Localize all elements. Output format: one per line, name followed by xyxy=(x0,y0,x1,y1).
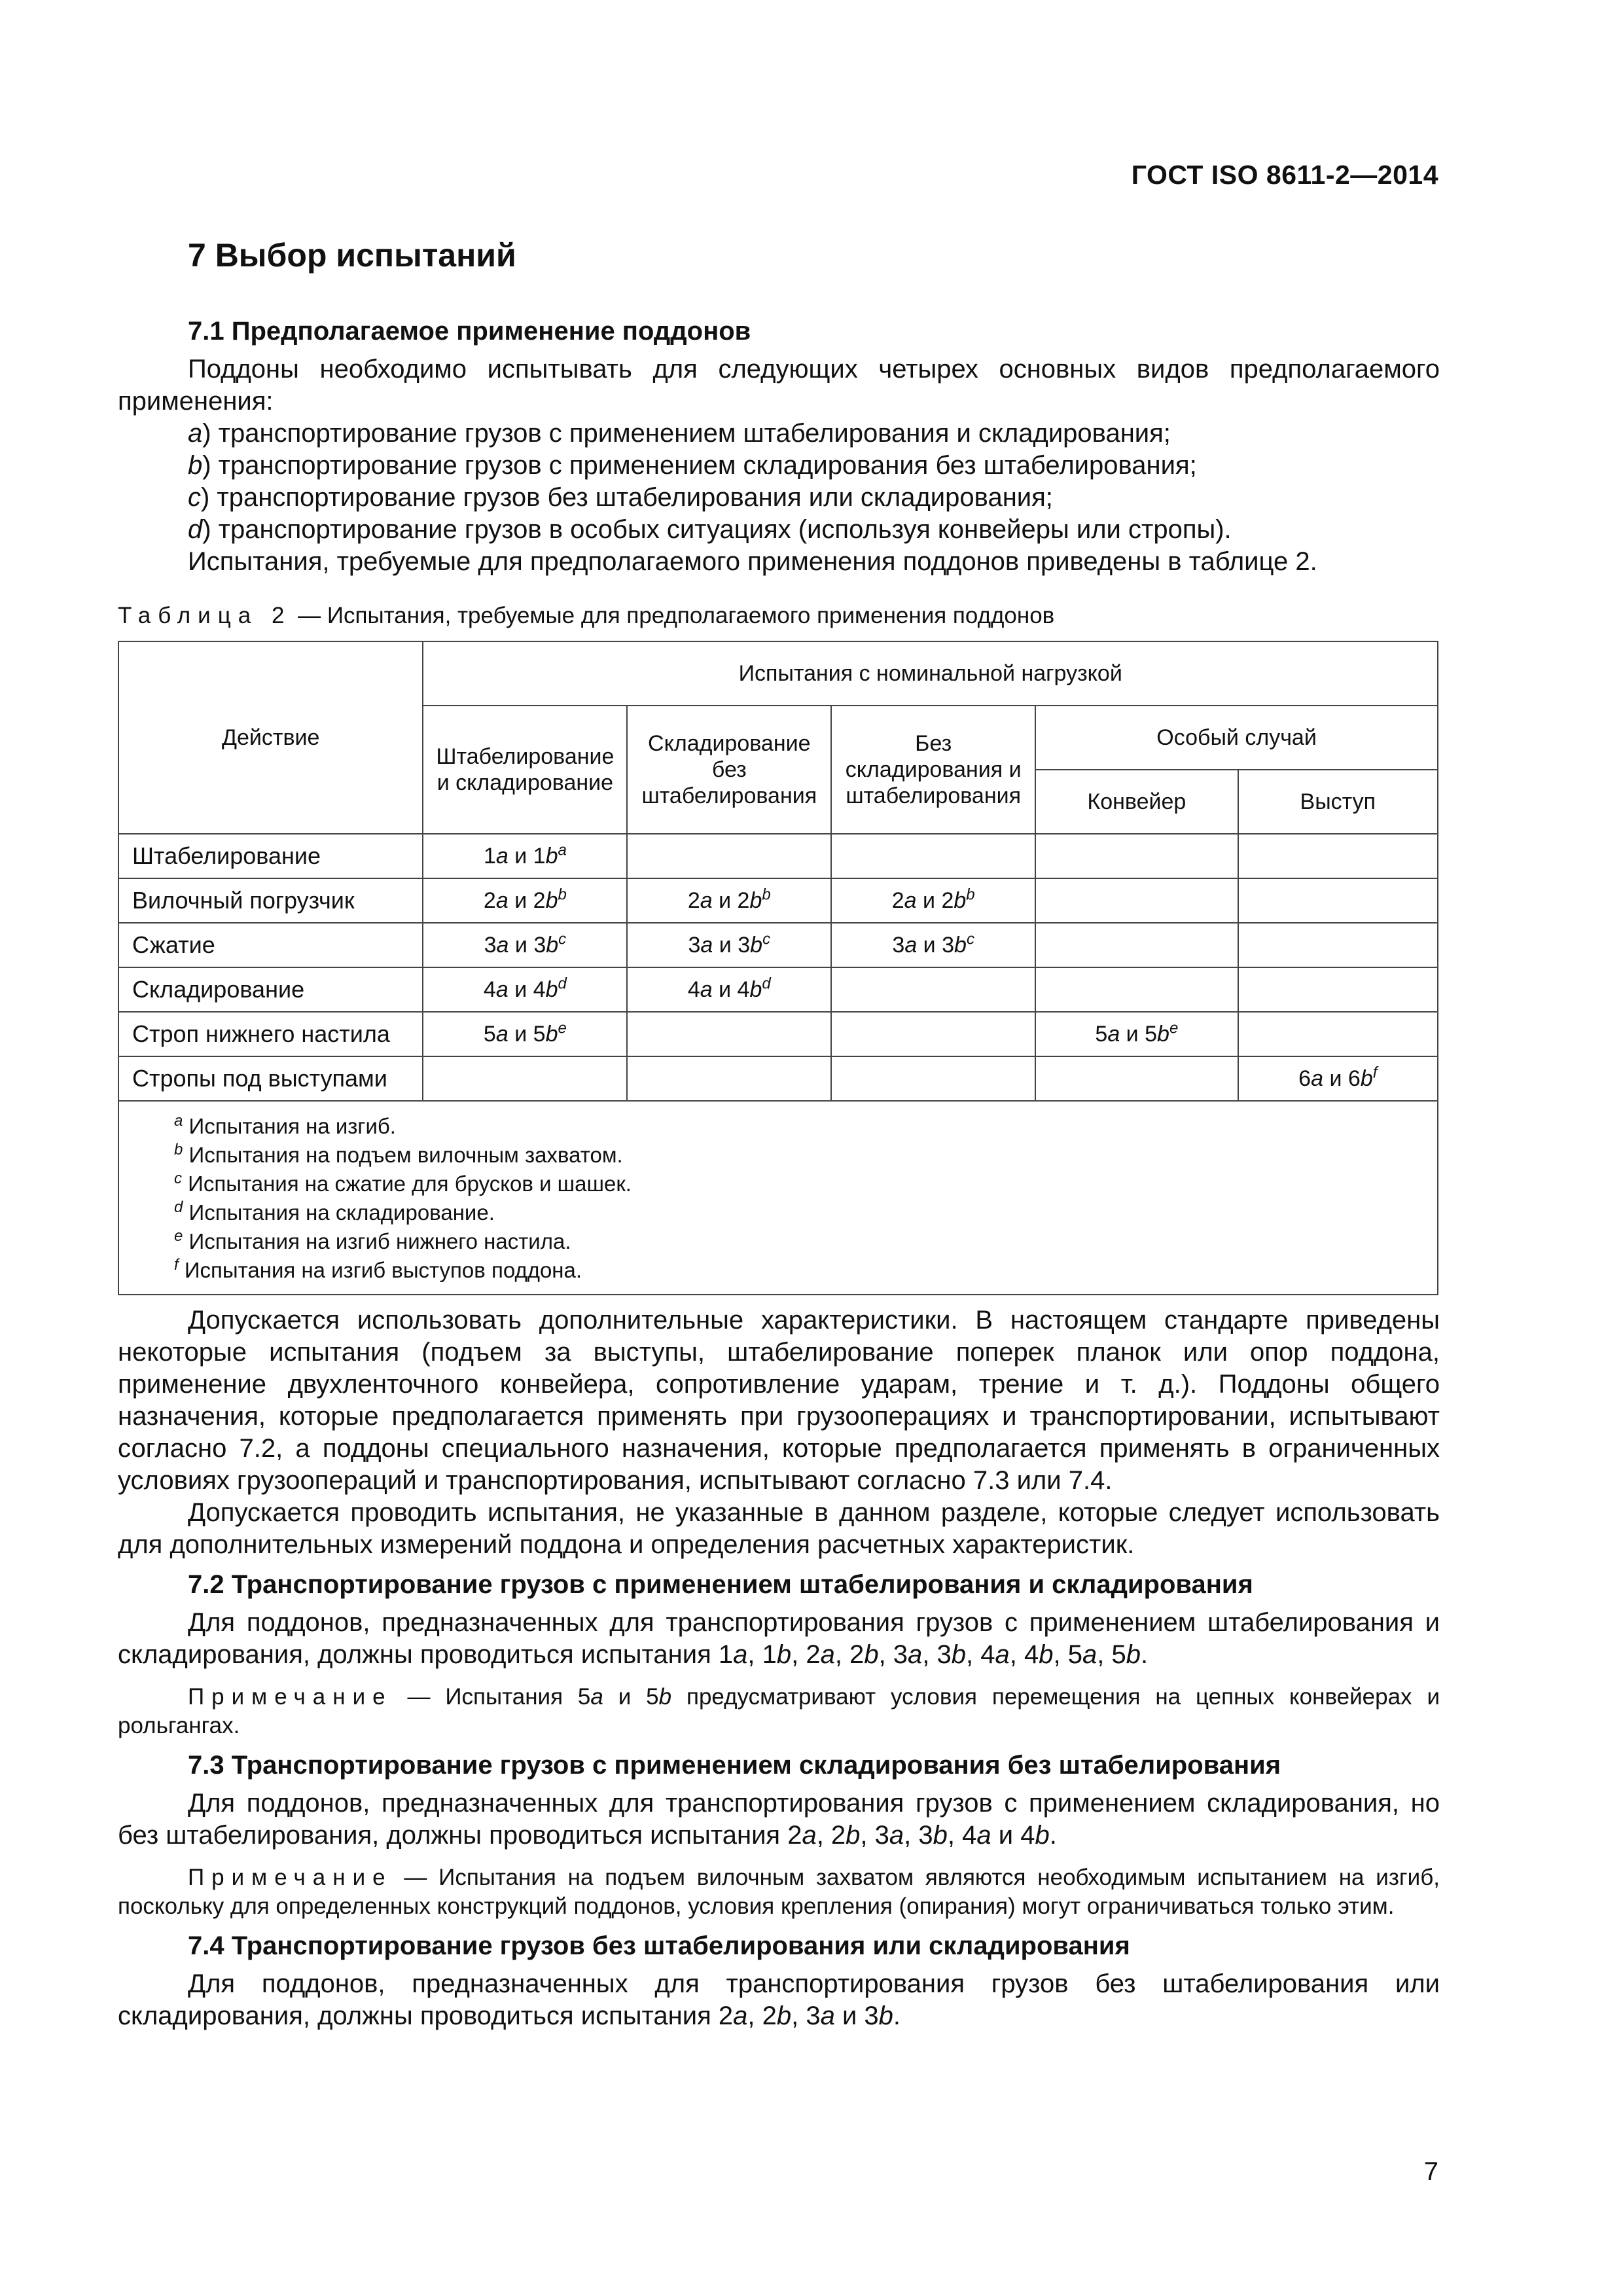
footnote: $^c$ Испытания на сжатие для брусков и шашек. xyxy=(174,1170,632,1196)
header-storage-no-stacking: Складирование без штабелирования xyxy=(627,706,831,834)
table-row xyxy=(118,923,1438,967)
section-7-2-text-main: Для поддонов, предназначенных для транспортирования грузов с применением штабелирования и складирования, должны проводиться испытания xyxy=(118,1608,1440,1669)
table-cell: 2a и $2b^b$ xyxy=(627,878,831,923)
table-cell: 2a и $2b^b$ xyxy=(423,878,627,923)
table-cell xyxy=(1035,923,1238,967)
table-cell: 3a и $3b^c$ xyxy=(423,923,627,967)
application-list-item: b) транспортирование грузов с применением складирования без штабелирования; xyxy=(188,451,1197,480)
table-cell: 3a и $3b^c$ xyxy=(831,923,1035,967)
section-7-2-tests: 1a, 1b, 2a, 2b, 3a, 3b, 4a, 4b, 5a, 5b. xyxy=(718,1640,1149,1669)
header-special-case: Особый случай xyxy=(1035,706,1438,770)
table-cell: 3a и $3b^c$ xyxy=(627,923,831,967)
table-row xyxy=(118,878,1438,923)
table-footnotes xyxy=(118,1101,1438,1295)
section-7-3-tests: 2a, 2b, 3a, 3b, 4a и 4b. xyxy=(787,1821,1057,1850)
table-cell xyxy=(831,1012,1035,1056)
header-stacking-storage: Штабелирование и складирование xyxy=(423,706,627,834)
table-cell xyxy=(423,1056,627,1101)
table-cell: 2a и $2b^b$ xyxy=(831,878,1035,923)
section-7-2-note xyxy=(118,1683,1440,1740)
section-7-4-text xyxy=(118,1968,1440,2032)
section-7-4-title: 7.4 Транспортирование грузов без штабелирования или складирования xyxy=(188,1931,1130,1960)
table-cell: 1a и $1b^a$ xyxy=(423,834,627,878)
table-row xyxy=(118,967,1438,1012)
table-body xyxy=(118,834,1438,1101)
table-cell: 5a и $5b^e$ xyxy=(1035,1012,1238,1056)
table-cell: 6a и $6b^f$ xyxy=(1238,1056,1438,1101)
row-action: Складирование xyxy=(118,967,423,1012)
table-cell xyxy=(627,1012,831,1056)
table-cell xyxy=(831,1056,1035,1101)
section-7-3-note-text: — Испытания на подъем вилочным захватом являются необходимым испытанием на изгиб, поскольку для определенных конструкций поддонов, условия крепления (опирания) могут ограничиваться только этим. xyxy=(118,1865,1440,1919)
document-id: ГОСТ ISO 8611-2—2014 xyxy=(1131,160,1438,190)
table-cell: 4a и $4b^d$ xyxy=(627,967,831,1012)
application-list xyxy=(118,418,1440,546)
row-action: Вилочный погрузчик xyxy=(118,878,423,923)
table-caption xyxy=(118,601,1440,630)
table-cell: 5a и $5b^e$ xyxy=(423,1012,627,1056)
table-row xyxy=(118,1056,1438,1101)
section-7-3-text xyxy=(118,1787,1440,1852)
section-7-4-tests: 2a, 2b, 3a и 3b. xyxy=(718,2001,901,2030)
section-7-title: 7 Выбор испытаний xyxy=(188,237,516,274)
paragraph-additional-tests: Допускается проводить испытания, не указанные в данном разделе, которые следует использовать для дополнительных измерений поддона и определения расчетных характеристик. xyxy=(118,1498,1440,1559)
header-action: Действие xyxy=(118,641,423,834)
section-7-3-note xyxy=(118,1863,1440,1921)
page-number: 7 xyxy=(1423,2157,1438,2186)
header-nominal-load: Испытания с номинальной нагрузкой xyxy=(423,641,1438,706)
table-cell xyxy=(1238,878,1438,923)
table-cell xyxy=(1035,834,1238,878)
footnote: $^a$ Испытания на изгиб. xyxy=(174,1112,396,1138)
table-caption-label: Таблица 2 xyxy=(118,603,292,628)
table-row xyxy=(118,1012,1438,1056)
section-7-2-title: 7.2 Транспортирование грузов с применением штабелирования и складирования xyxy=(188,1570,1253,1599)
table-cell xyxy=(831,834,1035,878)
header-conveyor: Конвейер xyxy=(1035,770,1238,834)
row-action: Строп нижнего настила xyxy=(118,1012,423,1056)
section-7-2-note-text: — Испытания 5a и 5b предусматривают условия перемещения на цепных конвейерах и рольгангах. xyxy=(118,1684,1440,1738)
note-label: Примечание xyxy=(188,1865,393,1890)
table-cell xyxy=(1238,967,1438,1012)
paragraph-additional-characteristics: Допускается использовать дополнительные характеристики. В настоящем стандарте приведены некоторые испытания (подъем за выступы, штабелирование поперек планок или опор поддона, применение двухленточного конвейера, сопротивление ударам, трение и т. д.). Поддоны общего назначения, которые предполагается применять при грузооперациях и транспортировании, испытывают согласно 7.2, а поддоны специального назначения, которые предполагается применять в ограниченных условиях грузоопераций и транспортирования, испытывают согласно 7.3 или 7.4. xyxy=(118,1306,1440,1495)
table-caption-text: — Испытания, требуемые для предполагаемого применения поддонов xyxy=(291,603,1055,628)
table-cell xyxy=(1035,1056,1238,1101)
table-cell xyxy=(1035,967,1238,1012)
section-7-1-intro: Поддоны необходимо испытывать для следующих четырех основных видов предполагаемого применения: xyxy=(118,355,1440,416)
application-list-item: d) транспортирование грузов в особых ситуациях (используя конвейеры или стропы). xyxy=(188,515,1232,544)
section-7-3-text-main: Для поддонов, предназначенных для транспортирования грузов с применением складирования, но без штабелирования, должны проводиться испытания xyxy=(118,1789,1440,1850)
footnote: $^f$ Испытания на изгиб выступов поддона. xyxy=(174,1256,582,1282)
section-7-1-after: Испытания, требуемые для предполагаемого применения поддонов приведены в таблице 2. xyxy=(188,547,1317,576)
footnote: $^d$ Испытания на складирование. xyxy=(174,1198,495,1225)
row-action: Сжатие xyxy=(118,923,423,967)
page-content xyxy=(118,223,1440,2032)
row-action: Штабелирование xyxy=(118,834,423,878)
table-cell: 4a и $4b^d$ xyxy=(423,967,627,1012)
footnote: $^b$ Испытания на подъем вилочным захватом. xyxy=(174,1141,623,1167)
table-cell xyxy=(1238,1012,1438,1056)
application-list-item: c) транспортирование грузов без штабелирования или складирования; xyxy=(188,483,1053,512)
row-action: Стропы под выступами xyxy=(118,1056,423,1101)
section-7-1-title: 7.1 Предполагаемое применение поддонов xyxy=(188,317,751,346)
table-row xyxy=(118,834,1438,878)
table-cell xyxy=(1238,834,1438,878)
note-label: Примечание xyxy=(188,1684,393,1710)
section-7-2-text xyxy=(118,1607,1440,1671)
table-cell xyxy=(1238,923,1438,967)
table-cell xyxy=(1035,878,1238,923)
section-7-4-text-main: Для поддонов, предназначенных для транспортирования грузов без штабелирования или складирования, должны проводиться испытания xyxy=(118,1969,1440,2030)
table-cell xyxy=(831,967,1035,1012)
table-cell xyxy=(627,834,831,878)
header-ledge: Выступ xyxy=(1238,770,1438,834)
section-7-3-title: 7.3 Транспортирование грузов с применением складирования без штабелирования xyxy=(188,1751,1281,1780)
table-cell xyxy=(627,1056,831,1101)
application-list-item: a) транспортирование грузов с применением штабелирования и складирования; xyxy=(188,419,1171,448)
tests-table xyxy=(118,641,1438,1295)
header-no-storage-no-stacking: Без складирования и штабелирования xyxy=(831,706,1035,834)
footnote: $^e$ Испытания на изгиб нижнего настила. xyxy=(174,1227,571,1253)
